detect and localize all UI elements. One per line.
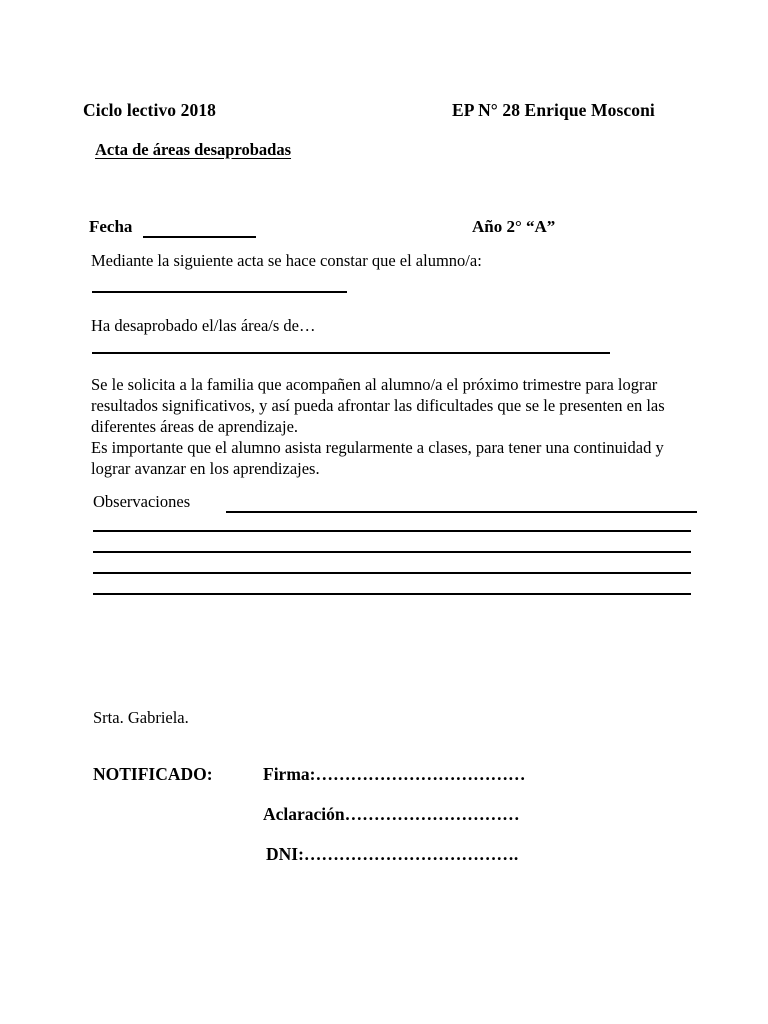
dni-field[interactable]: DNI:……………………………….	[266, 844, 519, 864]
observations-input-line-4[interactable]	[93, 593, 691, 595]
date-label: Fecha	[89, 217, 133, 236]
signature-field[interactable]: Firma:………………………………	[263, 764, 526, 784]
notice-paragraph-second: Es importante que el alumno asista regularmente a clases, para tener una continuidad y lograr avanzar en los aprendizajes.	[91, 438, 664, 478]
notice-paragraph	[91, 374, 671, 479]
teacher-signature-name: Srta. Gabriela.	[93, 708, 189, 727]
clarification-field[interactable]: Aclaración…………………………	[263, 804, 520, 824]
school-name-label: EP N° 28 Enrique Mosconi	[452, 100, 655, 120]
date-and-grade-row	[0, 217, 768, 241]
student-intro-text: Mediante la siguiente acta se hace constar que el alumno/a:	[91, 251, 482, 270]
observations-input-line-2[interactable]	[93, 551, 691, 553]
date-input-blank[interactable]	[143, 217, 256, 238]
school-year-label: Ciclo lectivo 2018	[83, 100, 217, 120]
areas-intro-text: Ha desaprobado el/las área/s de…	[91, 316, 316, 335]
areas-blank[interactable]	[92, 352, 610, 354]
notice-paragraph-first: Se le solicita a la familia que acompañen al alumno/a el próximo trimestre para lograr resultados significativos, y así pueda afrontar las dificultades que se le presenten en las diferentes áreas de aprendizaje.	[91, 375, 665, 436]
document-header	[0, 100, 768, 124]
observations-input-line-1[interactable]	[93, 530, 691, 532]
observations-label: Observaciones	[93, 492, 191, 511]
student-name-blank[interactable]	[92, 291, 347, 293]
notified-label: NOTIFICADO:	[93, 764, 213, 784]
observations-input-line-0[interactable]	[226, 492, 697, 513]
page-title: Acta de áreas desaprobadas	[95, 140, 292, 159]
grade-section-label: Año 2° “A”	[472, 217, 556, 236]
observations-input-line-3[interactable]	[93, 572, 691, 574]
